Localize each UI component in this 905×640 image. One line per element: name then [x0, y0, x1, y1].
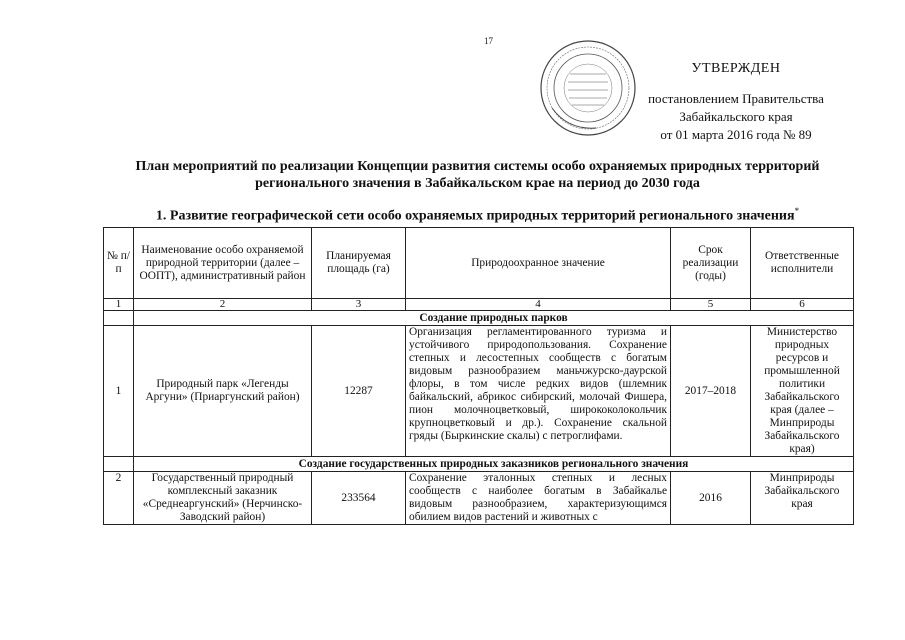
- row-responsible: Министерство природных ресурсов и промышленной политики Забайкальского края (далее – Минприроды Забайкальского края): [751, 326, 854, 457]
- header-number: № п/п: [104, 228, 134, 299]
- group-title: Создание государственных природных заказников регионального значения: [134, 457, 854, 472]
- header-responsible: Ответственные исполнители: [751, 228, 854, 299]
- row-responsible: Минприроды Забайкальского края: [751, 472, 854, 525]
- approval-block: [626, 60, 846, 144]
- footnote-mark: *: [794, 206, 800, 216]
- column-number: 4: [406, 299, 671, 311]
- group-spacer: [104, 457, 134, 472]
- row-value: Сохранение эталонных степных и лесных сообществ с наиболее богатым в Забайкалье видовым разнообразием, характеризующимся обилием видов растений и животных с: [406, 472, 671, 525]
- row-value: Организация регламентированного туризма и устойчивого природопользования. Сохранение степных и лесостепных сообществ с богатым видовым разнообразием маньчжурско-даурской флоры, в том числе редких видов (шлемник байкальский, абрикос сибирский, молочай Фишера, пион молочноцветковый, ширококолокольчик крупноцветковый и др.). Сохранение скальной гряды (Быркинские скалы) с петроглифами.: [406, 326, 671, 457]
- header-area: Планируемая площадь (га): [312, 228, 406, 299]
- column-number-row: [104, 299, 854, 311]
- official-seal-stamp: [538, 38, 638, 138]
- row-term: 2017–2018: [671, 326, 751, 457]
- header-name: Наименование особо охраняемой природной территории (далее – ООПТ), административный район: [134, 228, 312, 299]
- header-term: Срок реализации (годы): [671, 228, 751, 299]
- group-title: Создание природных парков: [134, 311, 854, 326]
- header-value: Природоохранное значение: [406, 228, 671, 299]
- approval-line-1: постановлением Правительства: [648, 91, 824, 106]
- row-area: 233564: [312, 472, 406, 525]
- group-row: [104, 311, 854, 326]
- approval-line-2: Забайкальского края: [679, 109, 793, 124]
- row-term: 2016: [671, 472, 751, 525]
- row-number: 2: [104, 472, 134, 525]
- section-heading-text: 1. Развитие географической сети особо охраняемых природных территорий регионального значения: [155, 208, 795, 224]
- row-number: 1: [104, 326, 134, 457]
- row-area: 12287: [312, 326, 406, 457]
- column-number: 2: [134, 299, 312, 311]
- table-row: [104, 326, 854, 457]
- column-number: 5: [671, 299, 751, 311]
- approved-label: УТВЕРЖДЕН: [691, 61, 781, 76]
- table-header-row: [104, 228, 854, 299]
- column-number: 6: [751, 299, 854, 311]
- section-heading: [100, 206, 855, 225]
- group-spacer: [104, 311, 134, 326]
- row-name: Государственный природный комплексный заказник «Среднеаргунский» (Нерчинско-Заводский район): [134, 472, 312, 525]
- column-number: 3: [312, 299, 406, 311]
- row-name: Природный парк «Легенды Аргуни» (Приаргунский район): [134, 326, 312, 457]
- document-title: План мероприятий по реализации Концепции развития системы особо охраняемых природных территорий регионального значения в Забайкальском крае на период до 2030 года: [135, 159, 820, 191]
- group-row: [104, 457, 854, 472]
- plan-table: [103, 227, 854, 525]
- table-row: [104, 472, 854, 525]
- page-number: 17: [484, 36, 493, 46]
- column-number: 1: [104, 299, 134, 311]
- approval-line-3: от 01 марта 2016 года № 89: [660, 127, 812, 142]
